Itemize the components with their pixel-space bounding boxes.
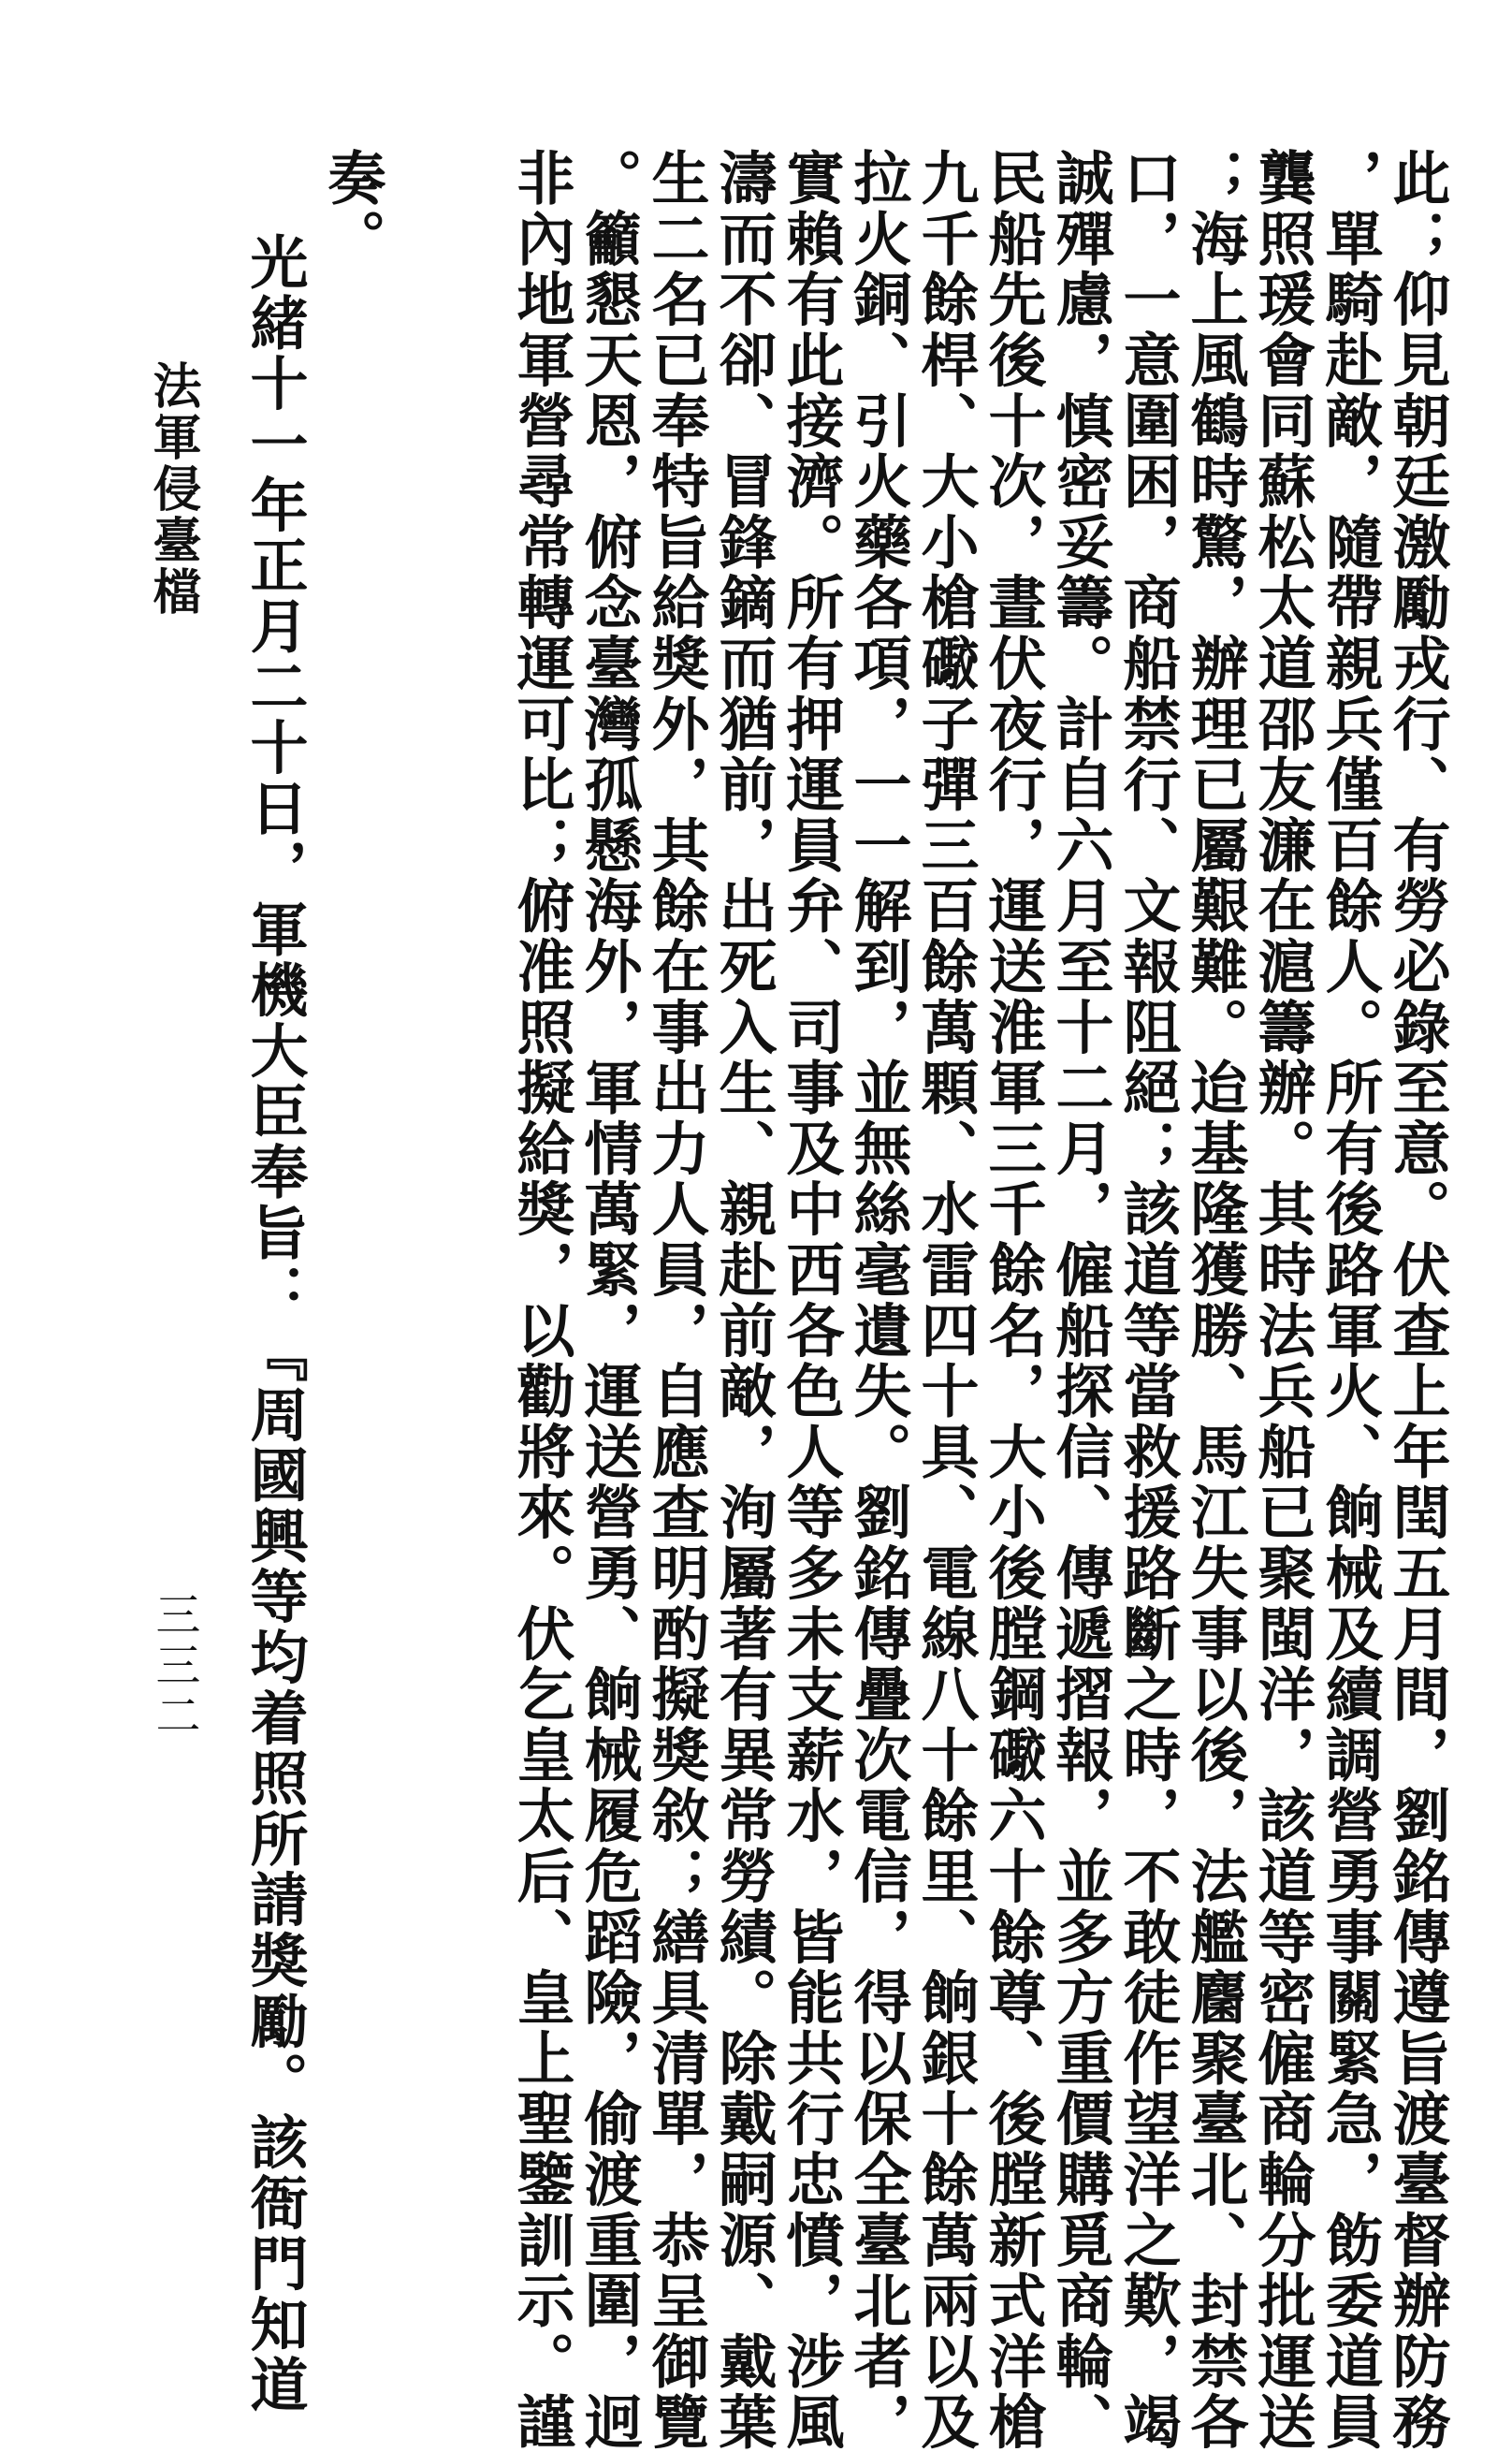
text-column-9: 拉火銅、引火藥各項，一一解到，並無絲毫遺失。劉銘傳疊次電信，得以保全臺北者， — [844, 148, 912, 2452]
text-column-10: 實賴有此接濟。所有押運員弁、司事及中西各色人等多未支薪水，皆能共行忠憤，涉風 — [777, 148, 845, 2452]
text-column-7: 民船先後十次，晝伏夜行，運送淮軍三千餘名，大小後膛鋼礮六十餘尊、後膛新式洋槍 — [979, 148, 1047, 2452]
book-title: 法軍侵臺檔 — [144, 360, 201, 618]
text-column-15: 奏。 — [318, 148, 386, 270]
text-column-11: 濤而不卻、冒鋒鏑而猶前，出死入生、親赴前敵，洵屬著有異常勞績。除戴嗣源、戴葉 — [709, 148, 778, 2452]
text-column-14: 非內地軍營尋常轉運可比；俯准照擬給獎，以勸將來。伏乞皇太后、皇上聖鑒訓示。謹 — [507, 148, 575, 2452]
imperial-decree-line: 光緒十一年正月二十日，軍機大臣奉旨：『周國興等均着照所請獎勵。該衙門知道 — [240, 232, 309, 2416]
text-column-12: 生二名已奉特旨給獎外，其餘在事出力人員，自應查明酌擬獎敘；繕具清單，恭呈御覽 — [642, 148, 710, 2452]
text-column-4: ；海上風鶴時驚，辦理已屬艱難。迨基隆獲勝、馬江失事以後，法艦麕聚臺北、封禁各 — [1181, 148, 1249, 2452]
page-number: 三三二 — [148, 1591, 200, 1743]
text-column-6: 誠殫慮，慎密妥籌。計自六月至十二月，僱船探信、傳遞摺報，並多方重價購覓商輪、 — [1046, 148, 1114, 2452]
text-column-8: 九千餘桿、大小槍礮子彈三百餘萬顆、水雷四十具、電線八十餘里、餉銀十餘萬兩以及 — [911, 148, 980, 2452]
text-column-1: 此；仰見朝廷激勵戎行、有勞必錄至意。伏查上年閏五月間，劉銘傳遵旨渡臺督辦防務 — [1383, 148, 1451, 2452]
text-column-5: 口，一意圍困，商船禁行、文報阻絕；該道等當救援路斷之時，不敢徒作望洋之歎，竭 — [1113, 148, 1182, 2452]
text-column-2: ，單騎赴敵，隨帶親兵僅百餘人。所有後路軍火、餉械及續調營勇事關緊急，飭委道員 — [1316, 148, 1384, 2452]
text-column-3: 龔照瑗會同蘇松太道邵友濂在滬籌辦。其時法兵船已聚閩洋，該道等密僱商輪分批運送 — [1248, 148, 1316, 2452]
text-column-13: 。籲懇天恩，俯念臺灣孤懸海外，軍情萬緊，運送營勇、餉械履危蹈險，偷渡重圍，迥 — [574, 148, 643, 2452]
